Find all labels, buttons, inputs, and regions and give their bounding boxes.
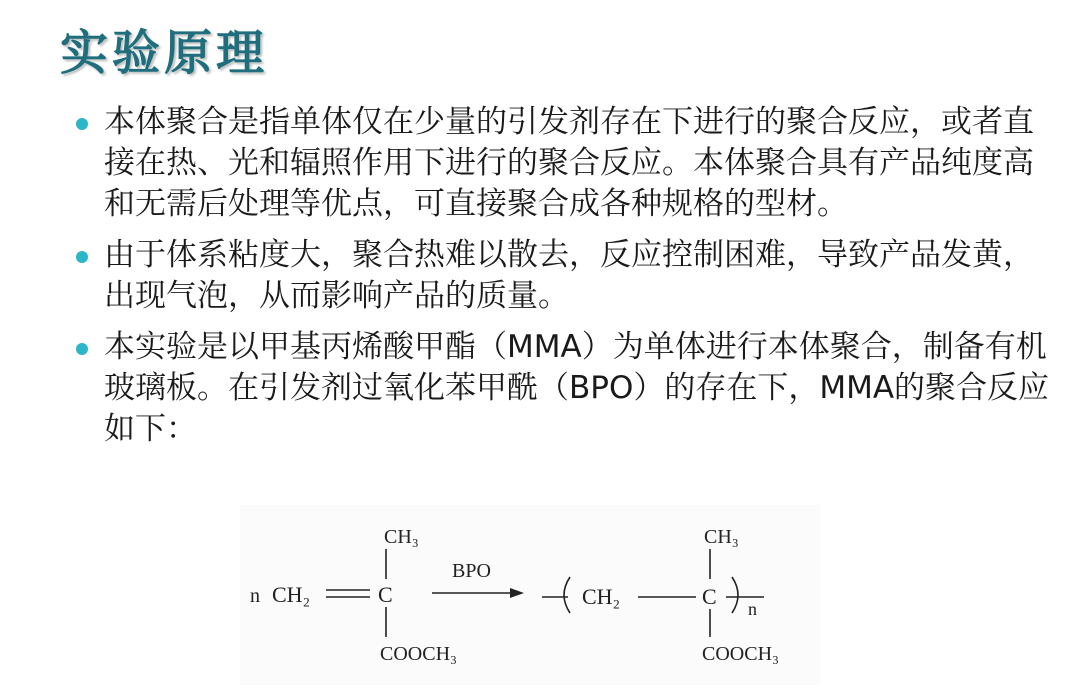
bullet-dot-icon [76,118,88,130]
bullet-item [72,327,1062,450]
bullet-text: 由于体系粘度大，聚合热难以散去，反应控制困难，导致产品发黄，出现气泡，从而影响产品的质量。 [104,237,1034,314]
bracket-left-icon [564,577,570,613]
arrow-head-icon [510,588,524,598]
bullet-dot-icon [76,343,88,355]
reaction-diagram [240,505,820,685]
bullet-list [72,102,1062,460]
slide-title: 实验原理 [60,25,269,81]
carbon-right: C [702,584,717,609]
bullet-item [72,102,1062,225]
ch3-group-right: CH₃ [704,526,739,548]
cooch3-group-right: COOCH₃ [702,643,779,665]
bracket-right-icon [732,577,738,613]
catalyst-label: BPO [452,560,491,582]
bullet-text: 本体聚合是指单体仅在少量的引发剂存在下进行的聚合反应，或者直接在热、光和辐照作用下进行的聚合反应。本体聚合具有产品纯度高和无需后处理等优点，可直接聚合成各种规格的型材。 [104,104,1034,222]
bullet-dot-icon [76,251,88,263]
n-coefficient: n [250,585,260,607]
ch2-group-right: CH₂ [582,584,621,609]
n-subscript: n [748,599,757,619]
ch2-group-left: CH₂ [272,582,311,607]
bullet-text: 本实验是以甲基丙烯酸甲酯（MMA）为单体进行本体聚合，制备有机玻璃板。在引发剂过氧化苯甲酰（BPO）的存在下，MMA的聚合反应如下： [104,329,1050,447]
ch3-group-left: CH₃ [384,526,419,548]
bullet-item [72,235,1062,317]
cooch3-group-left: COOCH₃ [380,643,457,665]
carbon-left: C [378,582,393,607]
reaction-equation [240,505,820,685]
